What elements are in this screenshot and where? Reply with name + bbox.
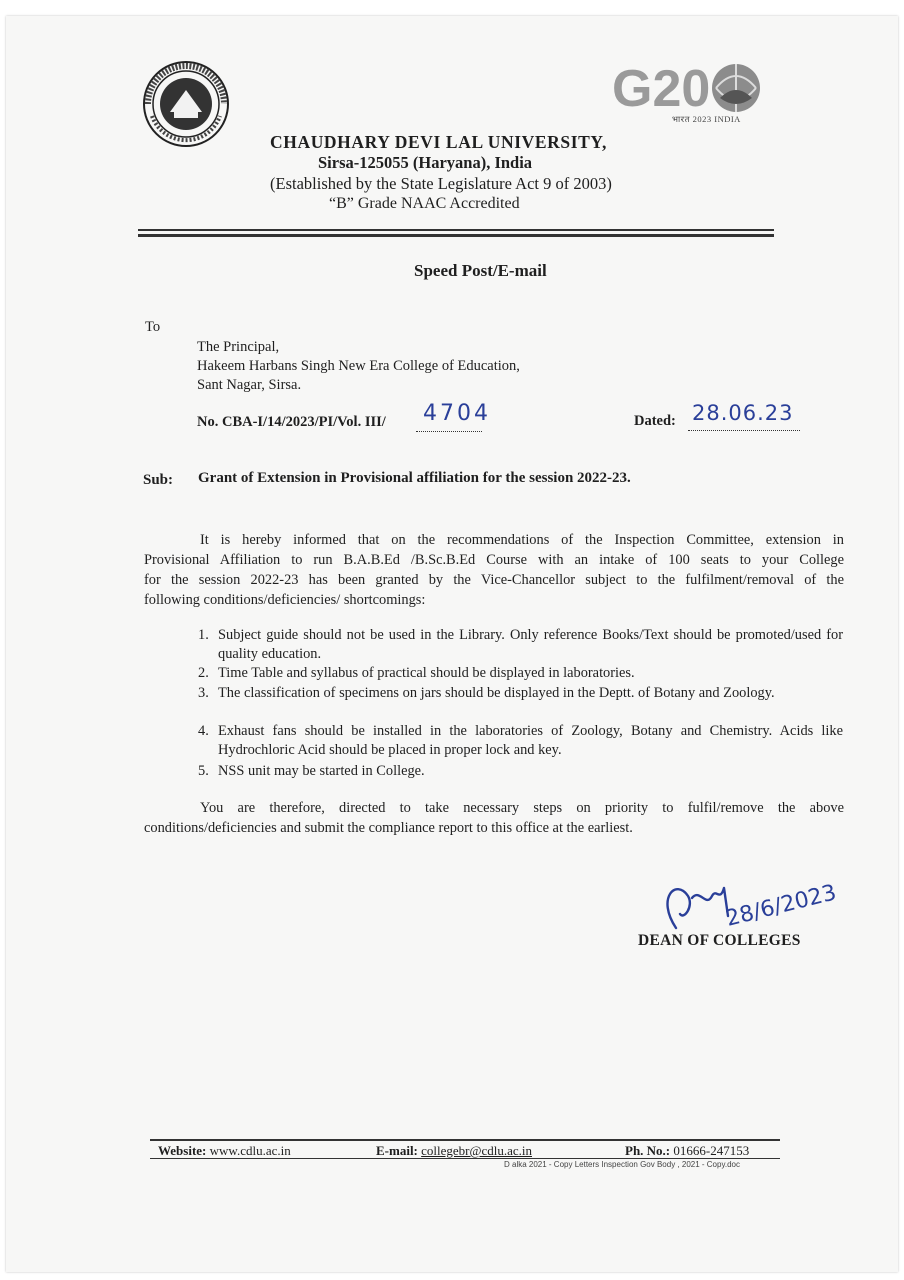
establishment-note: (Established by the State Legislature Act 9 of 2003) [270, 174, 612, 193]
intro-line: It is hereby informed that on the recommendations of the Inspection Committee, extension in [200, 532, 844, 548]
subject-text: Grant of Extension in Provisional affiliation for the session 2022-23. [198, 470, 631, 486]
recipient-line: Sant Nagar, Sirsa. [197, 377, 302, 393]
condition-item [198, 762, 843, 781]
footer-divider [150, 1139, 780, 1141]
header-divider-thick [138, 234, 774, 237]
signatory-designation: DEAN OF COLLEGES [638, 932, 801, 949]
condition-text: Subject guide should not be used in the Library. Only reference Books/Text should be promoted/used for quality education. [218, 627, 843, 662]
subject-label: Sub: [143, 472, 174, 488]
condition-number: 3. [198, 685, 209, 701]
email-label: E-mail: [376, 1143, 418, 1158]
recipient-line: Hakeem Harbans Singh New Era College of Education, [197, 358, 520, 374]
file-path-note: D alka 2021 - Copy Letters Inspection Gov Body , 2021 - Copy.doc [504, 1160, 740, 1169]
footer-website [158, 1143, 291, 1159]
university-name: CHAUDHARY DEVI LAL UNIVERSITY, [270, 132, 607, 152]
condition-text: Time Table and syllabus of practical should be displayed in laboratories. [218, 665, 635, 681]
reference-number-label: No. CBA-I/14/2023/PI/Vol. III/ [197, 414, 386, 430]
reference-number-handwritten: 4704 [423, 401, 491, 426]
phone-label: Ph. No.: [625, 1143, 671, 1158]
accreditation-note: “B” Grade NAAC Accredited [329, 195, 520, 212]
date-handwritten: 28.06.23 [692, 401, 794, 425]
phone-number: 01666-247153 [673, 1143, 750, 1158]
closing-line: conditions/deficiencies and submit the compliance report to this office at the earliest. [144, 820, 633, 836]
condition-item [198, 722, 843, 759]
condition-text: Exhaust fans should be installed in the laboratories of Zoology, Botany and Chemistry. Acids like Hydrochloric Acid should be placed in proper lock and key. [218, 723, 843, 758]
university-address: Sirsa-125055 (Haryana), India [318, 153, 533, 172]
intro-line: Provisional Affiliation to run B.A.B.Ed /B.Sc.B.Ed Course with an intake of 100 seats to your College [144, 552, 844, 568]
to-label: To [145, 319, 161, 335]
footer-phone [625, 1143, 749, 1159]
condition-text: The classification of specimens on jars should be displayed in the Deptt. of Botany and Zoology. [218, 685, 775, 701]
condition-item [198, 664, 843, 683]
condition-text: NSS unit may be started in College. [218, 763, 425, 779]
dispatch-mode: Speed Post/E-mail [414, 261, 547, 280]
handwritten-signature [636, 858, 876, 938]
svg-text:28/6/2023: 28/6/2023 [723, 880, 839, 932]
dated-label: Dated: [634, 413, 676, 429]
condition-item [198, 684, 843, 703]
recipient-line: The Principal, [197, 339, 280, 355]
date-dotted-line [688, 430, 800, 431]
footer-divider-bottom [150, 1158, 780, 1159]
header-divider [138, 229, 774, 231]
closing-line: You are therefore, directed to take necessary steps on priority to fulfil/remove the above [200, 800, 844, 816]
email-link[interactable]: collegebr@cdlu.ac.in [421, 1143, 533, 1158]
g20-tagline: भारत 2023 INDIA [672, 114, 741, 124]
website-label: Website: [158, 1143, 207, 1158]
website-link[interactable]: www.cdlu.ac.in [209, 1143, 291, 1158]
university-seal-icon [142, 60, 230, 148]
footer-email [376, 1143, 532, 1159]
intro-line: following conditions/deficiencies/ shortcomings: [144, 592, 426, 608]
condition-item [198, 626, 843, 663]
reference-dotted-line [416, 431, 482, 432]
condition-number: 5. [198, 763, 209, 779]
svg-text:G20: G20 [612, 60, 711, 118]
condition-number: 4. [198, 723, 209, 739]
condition-number: 2. [198, 665, 209, 681]
intro-line: for the session 2022-23 has been granted by the Vice-Chancellor subject to the fulfilment/removal of the [144, 572, 844, 588]
condition-number: 1. [198, 627, 209, 643]
